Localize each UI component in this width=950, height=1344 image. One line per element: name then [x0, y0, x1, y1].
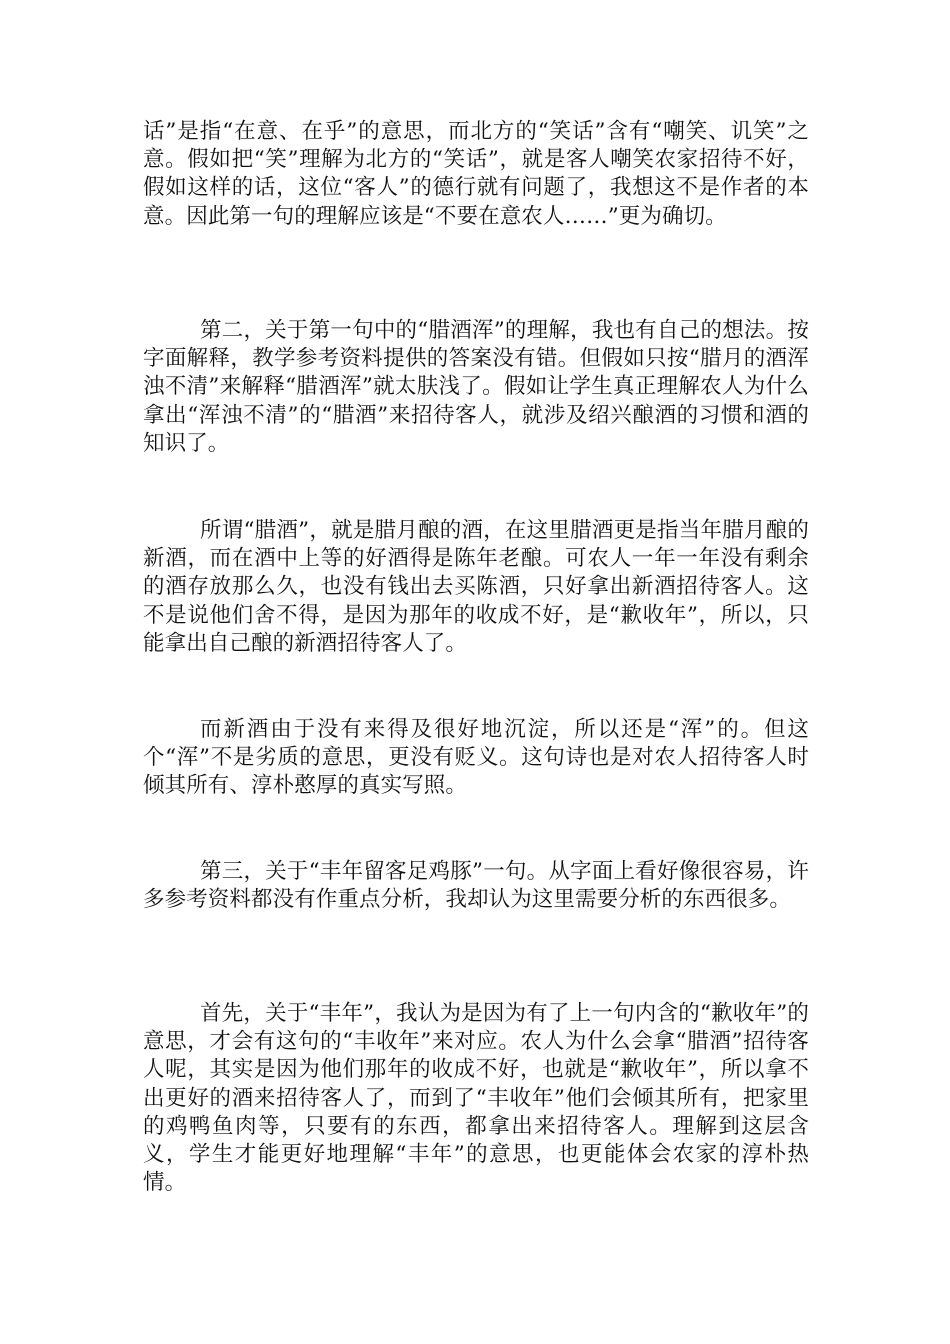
paragraph-6: 首先，关于“丰年”，我认为是因为有了上一句内含的“歉收年”的意思，才会有这句的“丰收年”来对应。农人为什么会拿“腊酒”招待客人呢，其实是因为他们那年的收成不好，也就是“歉收年”，所以拿不出更好的酒来招待客人了，而到了“丰收年”他们会倾其所有，把家里的鸡鸭鱼肉等，只要有的东西，都拿出来招待客人。理解到这层含义，学生才能更好地理解“丰年”的意思，也更能体会农家的淳朴热情。 [143, 1001, 809, 1196]
paragraph-5: 第三，关于“丰年留客足鸡豚”一句。从字面上看好像很容易，许多参考资料都没有作重点分析，我却认为这里需要分析的东西很多。 [143, 859, 809, 913]
paragraph-1: 话”是指“在意、在乎”的意思，而北方的“笑话”含有“嘲笑、讥笑”之意。假如把“笑”理解为北方的“笑话”，就是客人嘲笑农家招待不好，假如这样的话，这位“客人”的德行就有问题了，我想这不是作者的本意。因此第一句的理解应该是“不要在意农人……”更为确切。 [143, 119, 809, 229]
paragraph-3: 所谓“腊酒”，就是腊月酿的酒，在这里腊酒更是指当年腊月酿的新酒，而在酒中上等的好酒得是陈年老酿。可农人一年一年没有剩余的酒存放那么久，也没有钱出去买陈酒，只好拿出新酒招待客人。这不是说他们舍不得，是因为那年的收成不好，是“歉收年”，所以，只能拿出自己酿的新酒招待客人了。 [143, 518, 809, 656]
paragraph-2: 第二，关于第一句中的“腊酒浑”的理解，我也有自己的想法。按字面解释，教学参考资料提供的答案没有错。但假如只按“腊月的酒浑浊不清”来解释“腊酒浑”就太肤浅了。假如让学生真正理解农人为什么拿出“浑浊不清”的“腊酒”来招待客人，就涉及绍兴酿酒的习惯和酒的知识了。 [143, 318, 809, 456]
paragraph-4: 而新酒由于没有来得及很好地沉淀，所以还是“浑”的。但这个“浑”不是劣质的意思，更没有贬义。这句诗也是对农人招待客人时倾其所有、淳朴憨厚的真实写照。 [143, 717, 809, 799]
